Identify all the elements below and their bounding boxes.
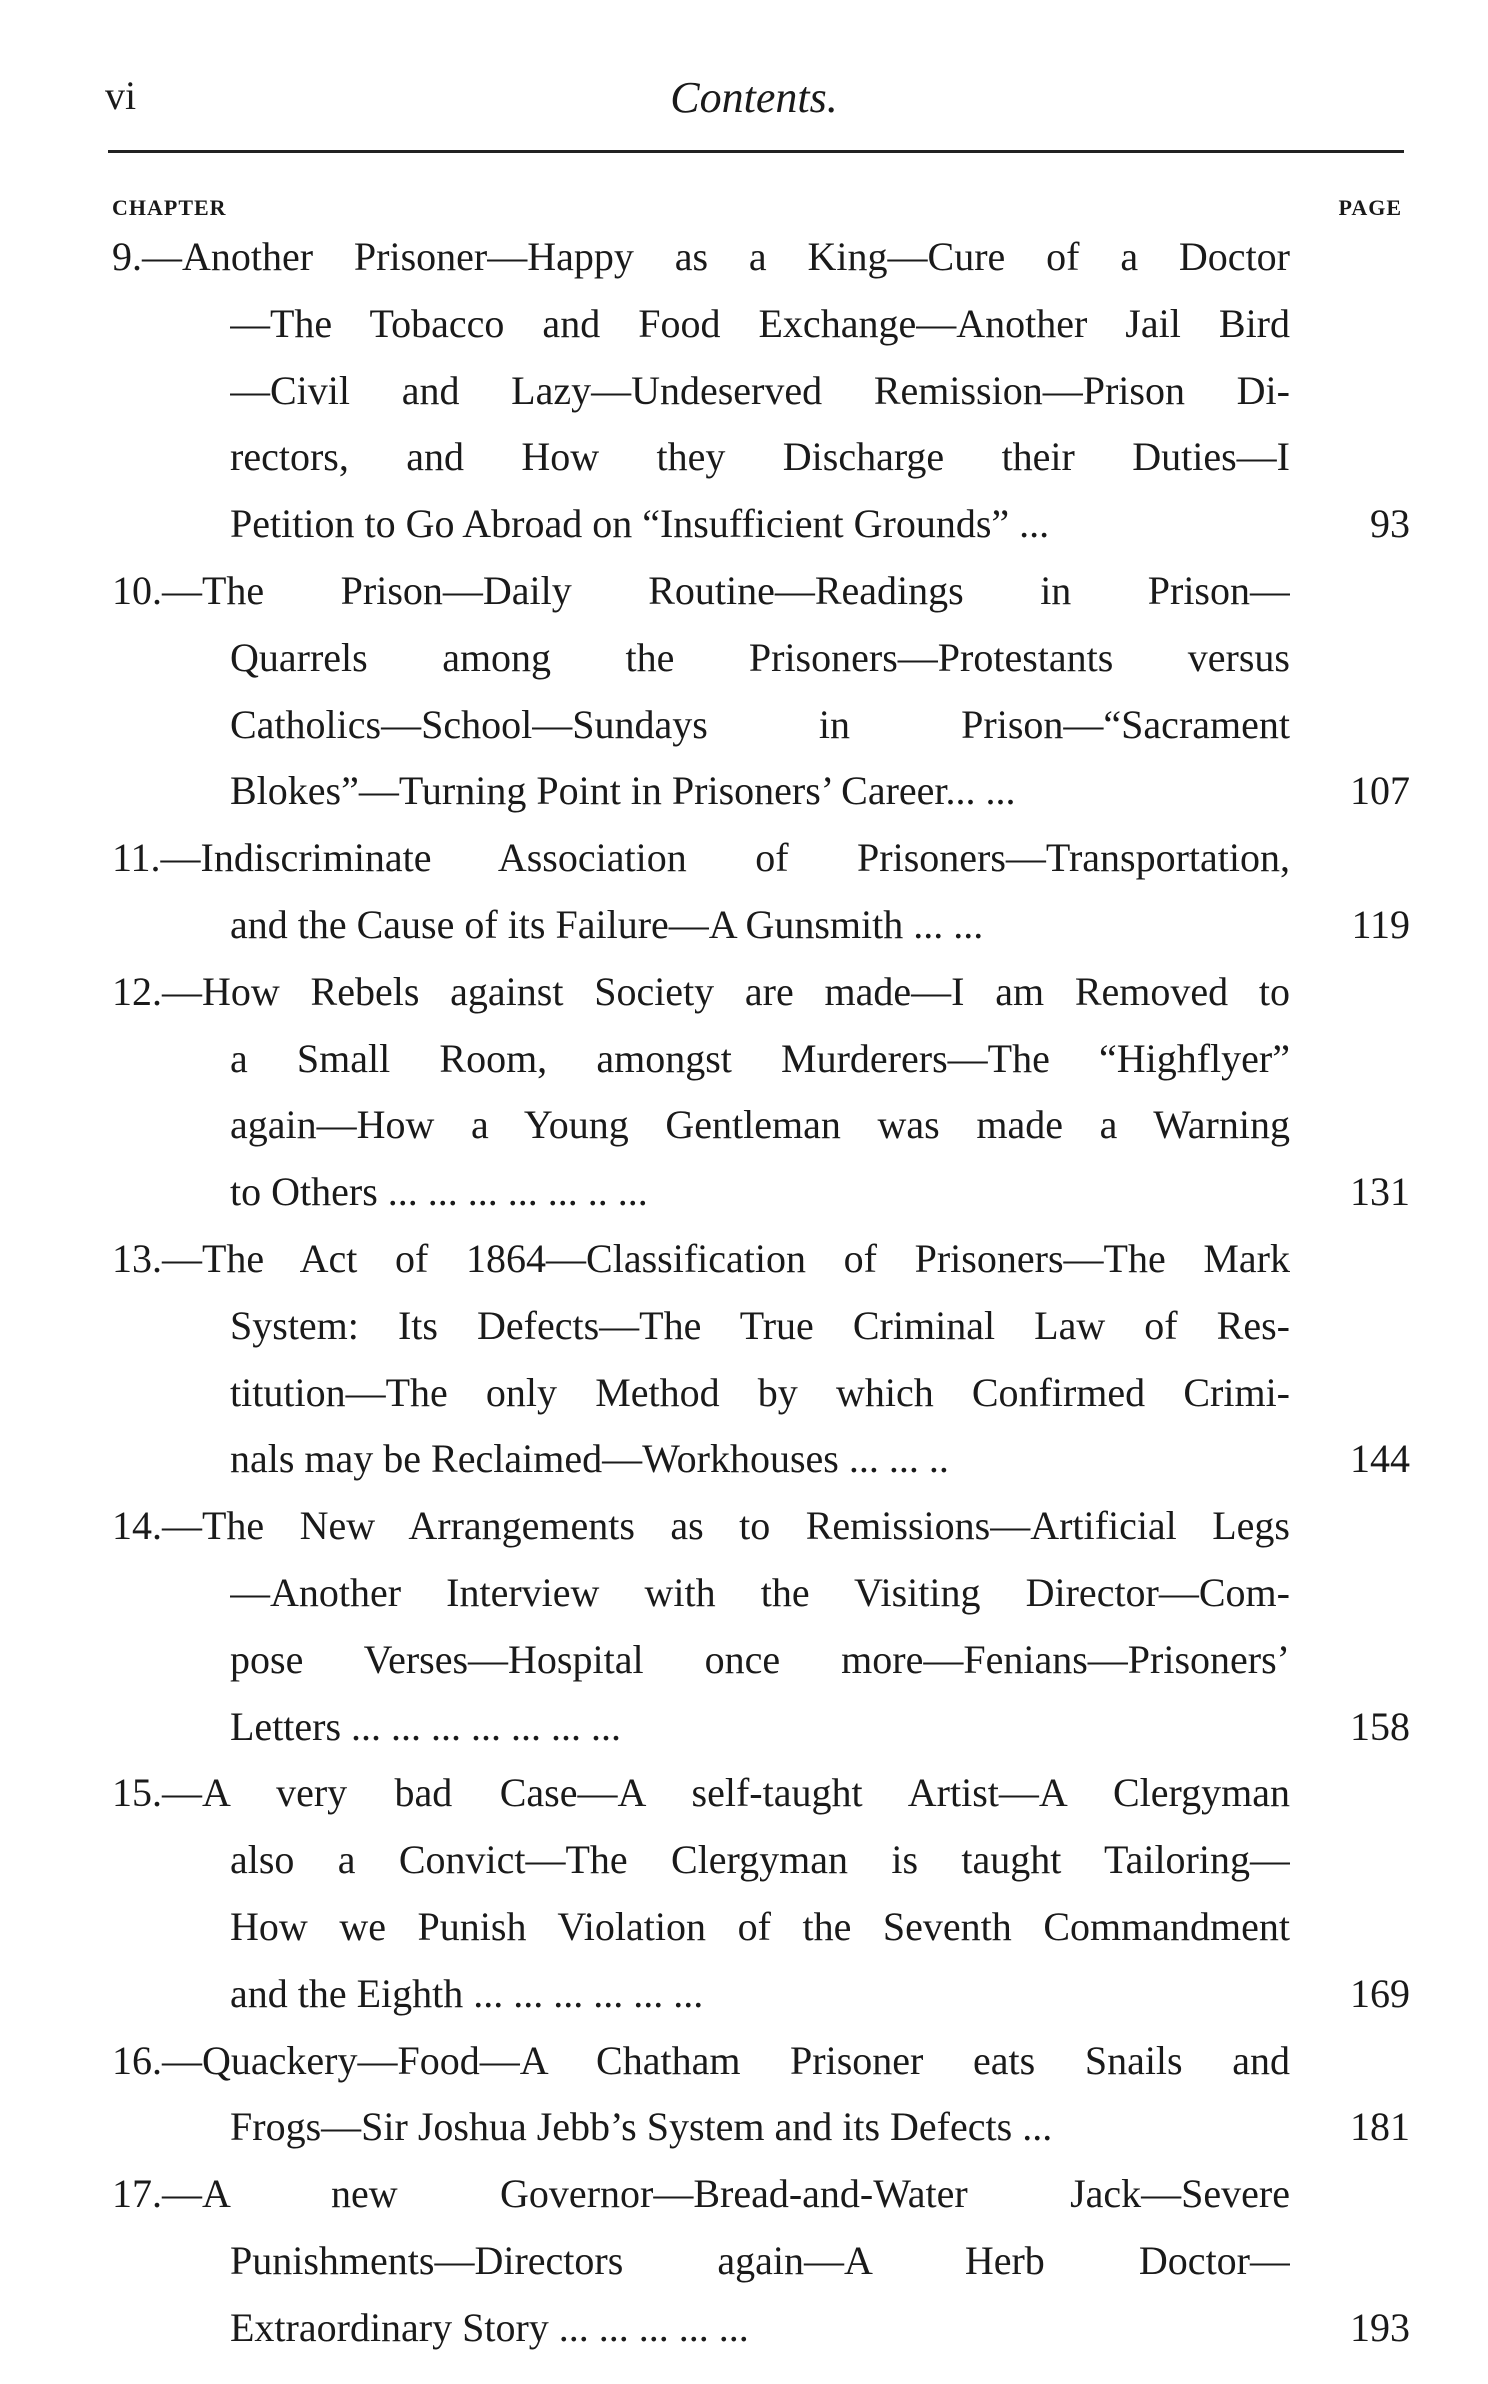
page-column-label: PAGE [1338, 195, 1402, 220]
toc-page-number: 158 [1350, 1703, 1410, 1749]
toc-entry-line: and the Eighth ... ... ... ... ... ... [230, 1970, 704, 2016]
page-number: vi [105, 73, 137, 118]
toc-entry-line: to Others ... ... ... ... ... .. ... [230, 1169, 648, 1215]
toc-entry-line: Letters ... ... ... ... ... ... ... [230, 1703, 622, 1749]
toc-entry-heading: 14.—The New Arrangements as to Remissions—Artificial Legs [112, 1503, 1290, 1549]
toc-entry-line: Extraordinary Story ... ... ... ... ... [230, 2304, 749, 2350]
toc-entry-line: —Another Interview with the Visiting Director—Com- [230, 1570, 1290, 1615]
toc-entry-line: a Small Room, amongst Murderers—The “Highflyer” [230, 1035, 1290, 1081]
toc-entry-heading: 17.—A new Governor—Bread-and-Water Jack—Severe [112, 2171, 1290, 2217]
toc-entry-line: rectors, and How they Discharge their Duties—I [230, 434, 1290, 480]
toc-page-number: 107 [1350, 768, 1410, 814]
toc-entry-heading: 11.—Indiscriminate Association of Prisoners—Transportation, [112, 835, 1290, 881]
toc-entry-line: —The Tobacco and Food Exchange—Another Jail Bird [230, 300, 1290, 346]
toc-entry-heading: 9.—Another Prisoner—Happy as a King—Cure of a Doctor [112, 234, 1290, 279]
toc-page-number: 169 [1350, 1970, 1410, 2016]
toc-entry-line: Petition to Go Abroad on “Insufficient Grounds” ... [230, 501, 1050, 547]
toc-entry-line: Frogs—Sir Joshua Jebb’s System and its Defects ... [230, 2104, 1053, 2150]
toc-page-number: 119 [1351, 902, 1410, 947]
toc-entry-line: nals may be Reclaimed—Workhouses ... ... .. [230, 1436, 949, 1482]
toc-entry-line: Punishments—Directors again—A Herb Doctor— [230, 2238, 1290, 2283]
toc-entry-line: Catholics—School—Sundays in Prison—“Sacrament [230, 701, 1290, 747]
toc-page-number: 181 [1350, 2104, 1410, 2150]
toc-entry-line: How we Punish Violation of the Seventh Commandment [230, 1904, 1290, 1949]
toc-entry-line: pose Verses—Hospital once more—Fenians—Prisoners’ [230, 1636, 1290, 1682]
toc-entry-line: titution—The only Method by which Confirmed Crimi- [230, 1369, 1290, 1415]
toc-entry-line: Quarrels among the Prisoners—Protestants versus [230, 634, 1290, 680]
toc-entry-heading: 15.—A very bad Case—A self-taught Artist—A Clergyman [112, 1770, 1290, 1816]
toc-entry-heading: 16.—Quackery—Food—A Chatham Prisoner eats Snails and [112, 2037, 1290, 2083]
toc-entry-line: and the Cause of its Failure—A Gunsmith ... ... [230, 902, 984, 947]
toc-entry-line: also a Convict—The Clergyman is taught Tailoring— [230, 1837, 1290, 1883]
toc-page-number: 131 [1350, 1169, 1410, 1215]
toc-entry-line: again—How a Young Gentleman was made a Warning [230, 1102, 1290, 1148]
chapter-column-label: CHAPTER [112, 195, 227, 220]
toc-entry-heading: 10.—The Prison—Daily Routine—Readings in Prison— [112, 568, 1290, 613]
page-title: Contents. [670, 73, 838, 122]
toc-page-number: 144 [1350, 1436, 1410, 1482]
toc-page-number: 93 [1370, 501, 1410, 547]
toc-page-number: 193 [1350, 2304, 1410, 2350]
toc-entry-line: Blokes”—Turning Point in Prisoners’ Career... ... [230, 768, 1016, 814]
toc-entry-heading: 12.—How Rebels against Society are made—I am Removed to [112, 968, 1290, 1014]
toc-entry-heading: 13.—The Act of 1864—Classification of Prisoners—The Mark [112, 1236, 1290, 1281]
toc-entry-line: —Civil and Lazy—Undeserved Remission—Prison Di- [230, 367, 1290, 413]
toc-entry-line: System: Its Defects—The True Criminal Law of Res- [230, 1302, 1290, 1348]
running-head [105, 72, 1403, 132]
header-rule [108, 150, 1404, 153]
